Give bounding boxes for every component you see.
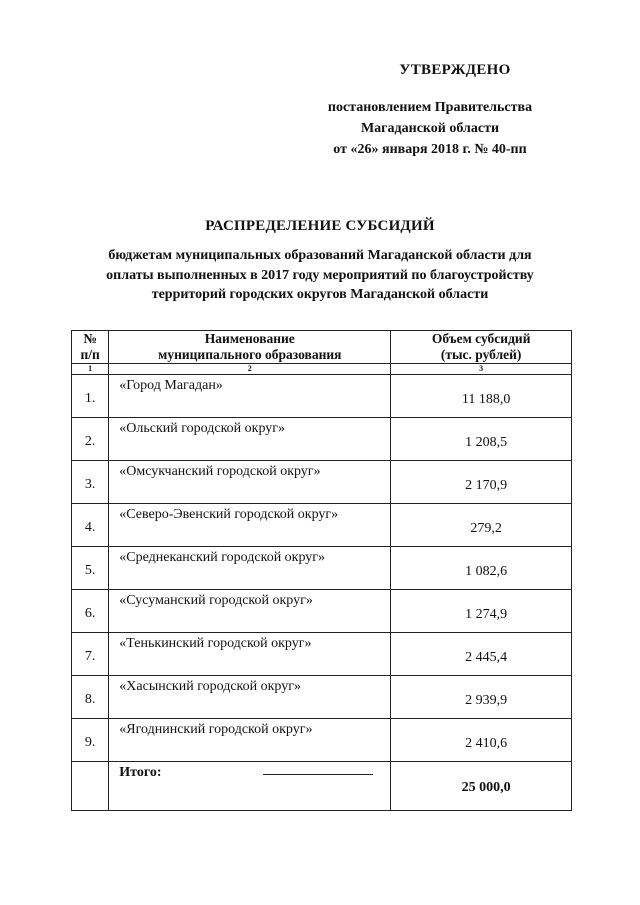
- row-name: «Северо-Эвенский городской округ»: [109, 504, 391, 547]
- column-number: 3: [391, 364, 572, 375]
- header-number-line-2: п/п: [80, 347, 100, 362]
- header-amount-line-1: Объем субсидий: [431, 331, 531, 346]
- subtitle-line-3: территорий городских округов Магаданской области: [151, 287, 489, 302]
- row-number: 2.: [72, 418, 109, 461]
- document-subtitle: [70, 246, 570, 305]
- row-name: «Сусуманский городской округ»: [109, 590, 391, 633]
- header-name: [109, 331, 391, 364]
- header-amount: [391, 331, 572, 364]
- row-amount: 279,2: [391, 504, 572, 547]
- row-name: «Тенькинский городской округ»: [109, 633, 391, 676]
- total-amount: 25 000,0: [391, 762, 572, 811]
- approval-line-2: Магаданской области: [360, 121, 500, 136]
- row-number: 1.: [72, 375, 109, 418]
- row-name: «Среднеканский городской округ»: [109, 547, 391, 590]
- row-amount: 2 445,4: [391, 633, 572, 676]
- row-name: «Омсукчанский городской округ»: [109, 461, 391, 504]
- column-number: 2: [109, 364, 391, 375]
- table-row: [72, 633, 572, 676]
- row-amount: 1 208,5: [391, 418, 572, 461]
- approval-line-3: от «26» января 2018 г. № 40-пп: [333, 142, 527, 157]
- header-number: [72, 331, 109, 364]
- subtitle-line-2: оплаты выполненных в 2017 году мероприятий по благоустройству: [106, 267, 534, 283]
- table-row: [72, 676, 572, 719]
- row-number: 8.: [72, 676, 109, 719]
- table-row: [72, 547, 572, 590]
- row-number: 6.: [72, 590, 109, 633]
- approval-line-1: постановлением Правительства: [327, 100, 533, 115]
- total-number-cell: [72, 762, 109, 811]
- total-row: [72, 762, 572, 811]
- document-title: РАСПРЕДЕЛЕНИЕ СУБСИДИЙ: [205, 218, 435, 234]
- header-amount-line-2: (тыс. рублей): [440, 347, 522, 362]
- row-name: «Город Магадан»: [109, 375, 391, 418]
- header-name-line-1: Наименование: [204, 331, 295, 346]
- row-amount: 2 410,6: [391, 719, 572, 762]
- table-row: [72, 590, 572, 633]
- header-number-line-1: №: [83, 331, 97, 346]
- table-row: [72, 504, 572, 547]
- table-header-row: [72, 331, 572, 364]
- total-label: Итого:: [109, 762, 391, 811]
- table-row: [72, 461, 572, 504]
- subtitle-line-1: бюджетам муниципальных образований Магаданской области для: [108, 248, 532, 263]
- row-number: 5.: [72, 547, 109, 590]
- row-name: «Ягоднинский городской округ»: [109, 719, 391, 762]
- row-number: 4.: [72, 504, 109, 547]
- row-number: 3.: [72, 461, 109, 504]
- row-number: 9.: [72, 719, 109, 762]
- approval-heading: УТВЕРЖДЕНО: [399, 62, 511, 78]
- table-row: [72, 719, 572, 762]
- subsidy-table: [71, 330, 572, 811]
- row-amount: 2 939,9: [391, 676, 572, 719]
- row-amount: 2 170,9: [391, 461, 572, 504]
- row-amount: 1 274,9: [391, 590, 572, 633]
- table-row: [72, 375, 572, 418]
- row-amount: 1 082,6: [391, 547, 572, 590]
- row-amount: 11 188,0: [391, 375, 572, 418]
- row-name: «Ольский городской округ»: [109, 418, 391, 461]
- row-number: 7.: [72, 633, 109, 676]
- column-number: 1: [72, 364, 109, 375]
- approval-block: [300, 62, 560, 160]
- closing-rule: [263, 774, 373, 775]
- column-number-row: [72, 364, 572, 375]
- header-name-line-2: муниципального образования: [158, 347, 342, 362]
- row-name: «Хасынский городской округ»: [109, 676, 391, 719]
- table-row: [72, 418, 572, 461]
